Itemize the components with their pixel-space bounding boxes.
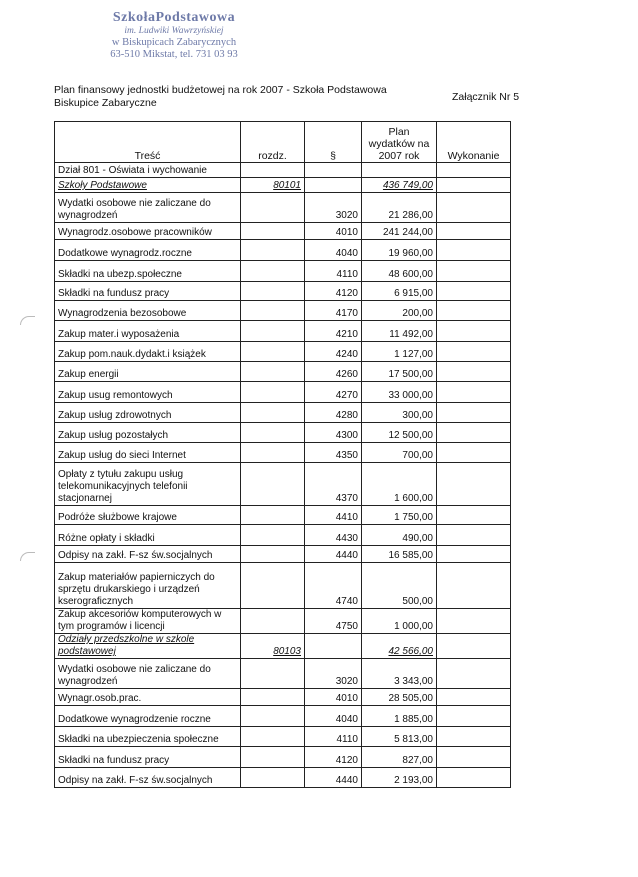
paragraph-cell <box>305 563 362 609</box>
paragraph-cell <box>305 706 362 727</box>
paragraph-text: 4040 <box>335 248 358 259</box>
treść-cell <box>55 240 241 261</box>
plan-cell <box>362 747 437 768</box>
wykonanie-cell <box>437 240 511 261</box>
treść-cell <box>55 546 241 563</box>
rozdz-cell <box>241 563 305 609</box>
table-row <box>55 301 511 321</box>
paragraph-text: 4350 <box>335 450 358 461</box>
plan-cell <box>362 362 437 382</box>
paragraph-cell <box>305 342 362 362</box>
treść-text: Różne opłaty i składki <box>58 533 155 544</box>
rozdz-cell <box>241 525 305 546</box>
treść-text: Zakup usług do sieci Internet <box>58 450 186 461</box>
paragraph-cell <box>305 689 362 706</box>
plan-text: 241 244,00 <box>382 227 433 238</box>
col-header-tresc: Treść <box>55 122 241 163</box>
rozdz-cell <box>241 382 305 403</box>
paragraph-text: 4010 <box>335 693 358 704</box>
plan-text: 500,00 <box>402 596 433 607</box>
plan-cell <box>362 193 437 223</box>
treść-cell <box>55 609 241 634</box>
treść-cell <box>55 689 241 706</box>
rozdz-cell <box>241 362 305 382</box>
treść-cell <box>55 443 241 463</box>
plan-cell <box>362 463 437 506</box>
wykonanie-cell <box>437 609 511 634</box>
plan-text: 300,00 <box>402 410 433 421</box>
treść-cell <box>55 563 241 609</box>
treść-cell <box>55 362 241 382</box>
treść-cell <box>55 747 241 768</box>
treść-cell <box>55 301 241 321</box>
wykonanie-cell <box>437 423 511 443</box>
paragraph-text: 4410 <box>335 512 358 523</box>
plan-cell <box>362 403 437 423</box>
wykonanie-cell <box>437 223 511 240</box>
stamp-line-2: im. Ludwiki Wawrzyńskiej <box>124 26 224 37</box>
paragraph-cell <box>305 546 362 563</box>
plan-cell <box>362 382 437 403</box>
table-row <box>55 506 511 525</box>
paragraph-cell <box>305 659 362 689</box>
paragraph-cell <box>305 240 362 261</box>
col-header-rozdz: rozdz. <box>241 122 305 163</box>
paragraph-text: 4010 <box>335 227 358 238</box>
rozdz-cell <box>241 768 305 788</box>
table-row <box>55 768 511 788</box>
paragraph-cell <box>305 163 362 178</box>
treść-text: Wynagrodz.osobowe pracowników <box>58 227 212 238</box>
treść-text: Dział 801 - Oświata i wychowanie <box>58 165 207 176</box>
plan-cell <box>362 609 437 634</box>
plan-text: 1 000,00 <box>394 621 433 632</box>
wykonanie-cell <box>437 634 511 659</box>
treść-text: Opłaty z tytułu zakupu usług telekomunikacyjnych telefonii stacjonarnej <box>58 469 188 504</box>
treść-text: Zakup usług pozostałych <box>58 430 169 441</box>
plan-text: 12 500,00 <box>388 430 433 441</box>
table-row <box>55 423 511 443</box>
plan-text: 17 500,00 <box>388 369 433 380</box>
table-row <box>55 463 511 506</box>
stamp-line-4: 63-510 Mikstat, tel. 731 03 93 <box>110 49 238 61</box>
wykonanie-cell <box>437 301 511 321</box>
rozdz-cell <box>241 609 305 634</box>
paragraph-cell <box>305 193 362 223</box>
plan-text: 33 000,00 <box>388 390 433 401</box>
plan-cell <box>362 321 437 342</box>
wykonanie-cell <box>437 178 511 193</box>
treść-text: Składki na ubezp.społeczne <box>58 269 182 280</box>
plan-cell <box>362 546 437 563</box>
plan-text: 28 505,00 <box>388 693 433 704</box>
table-row <box>55 609 511 634</box>
treść-cell <box>55 463 241 506</box>
wykonanie-cell <box>437 321 511 342</box>
table-row <box>55 282 511 301</box>
rozdz-cell <box>241 689 305 706</box>
plan-text: 48 600,00 <box>388 269 433 280</box>
plan-cell <box>362 659 437 689</box>
paragraph-text: 4750 <box>335 621 358 632</box>
wykonanie-cell <box>437 768 511 788</box>
treść-text: Odpisy na zakł. F-sz św.socjalnych <box>58 775 213 786</box>
plan-cell <box>362 342 437 362</box>
plan-text: 3 343,00 <box>394 676 433 687</box>
table-row <box>55 546 511 563</box>
treść-cell <box>55 659 241 689</box>
plan-text: 16 585,00 <box>388 550 433 561</box>
wykonanie-cell <box>437 563 511 609</box>
punch-mark <box>20 552 35 561</box>
paragraph-text: 4430 <box>335 533 358 544</box>
table-row <box>55 747 511 768</box>
plan-cell <box>362 423 437 443</box>
paragraph-cell <box>305 609 362 634</box>
wykonanie-cell <box>437 443 511 463</box>
table-row <box>55 240 511 261</box>
plan-cell <box>362 443 437 463</box>
table-row <box>55 563 511 609</box>
wykonanie-cell <box>437 403 511 423</box>
plan-text: 2 193,00 <box>394 775 433 786</box>
rozdz-text: 80103 <box>273 646 301 657</box>
treść-cell <box>55 706 241 727</box>
treść-text: Wydatki osobowe nie zaliczane do wynagrodzeń <box>58 664 211 687</box>
plan-cell <box>362 689 437 706</box>
treść-cell <box>55 525 241 546</box>
treść-cell <box>55 727 241 747</box>
treść-text: Szkoły Podstawowe <box>58 180 147 191</box>
table-row <box>55 193 511 223</box>
plan-text: 6 915,00 <box>394 288 433 299</box>
plan-cell <box>362 727 437 747</box>
plan-cell <box>362 706 437 727</box>
paragraph-text: 4040 <box>335 714 358 725</box>
table-row <box>55 382 511 403</box>
wykonanie-cell <box>437 463 511 506</box>
plan-text: 490,00 <box>402 533 433 544</box>
plan-text: 1 750,00 <box>394 512 433 523</box>
paragraph-cell <box>305 282 362 301</box>
treść-cell <box>55 423 241 443</box>
paragraph-text: 4280 <box>335 410 358 421</box>
table-row <box>55 362 511 382</box>
plan-cell <box>362 261 437 282</box>
wykonanie-cell <box>437 525 511 546</box>
paragraph-text: 4370 <box>335 493 358 504</box>
rozdz-cell <box>241 321 305 342</box>
treść-text: Składki na fundusz pracy <box>58 288 170 299</box>
paragraph-cell <box>305 403 362 423</box>
stamp-line-3: w Biskupicach Zabaryczn​ych <box>111 37 237 49</box>
plan-cell <box>362 634 437 659</box>
paragraph-text: 4440 <box>335 550 358 561</box>
rozdz-cell <box>241 634 305 659</box>
paragraph-cell <box>305 747 362 768</box>
table-row <box>55 706 511 727</box>
col-header-wykonanie: Wykonanie <box>437 122 511 163</box>
treść-cell <box>55 634 241 659</box>
wykonanie-cell <box>437 747 511 768</box>
wykonanie-cell <box>437 362 511 382</box>
treść-text: Składki na fundusz pracy <box>58 755 170 766</box>
treść-text: Wynagrodzenia bezosobowe <box>58 308 187 319</box>
paragraph-cell <box>305 463 362 506</box>
table-row <box>55 727 511 747</box>
rozdz-cell <box>241 261 305 282</box>
treść-text: Wynagr.osob.prac. <box>58 693 142 704</box>
treść-cell <box>55 768 241 788</box>
plan-text: 11 492,00 <box>389 329 433 340</box>
paragraph-cell <box>305 443 362 463</box>
plan-cell <box>362 178 437 193</box>
table-row <box>55 261 511 282</box>
col-header-paragraph: § <box>305 122 362 163</box>
table-row <box>55 525 511 546</box>
wykonanie-cell <box>437 282 511 301</box>
col-header-plan: Plan wydatków na 2007 rok <box>362 122 437 163</box>
treść-text: Zakup usług zdrowotnych <box>58 410 172 421</box>
wykonanie-cell <box>437 659 511 689</box>
wykonanie-cell <box>437 261 511 282</box>
treść-cell <box>55 382 241 403</box>
rozdz-cell <box>241 342 305 362</box>
table-row <box>55 321 511 342</box>
rozdz-cell <box>241 659 305 689</box>
rozdz-cell <box>241 463 305 506</box>
plan-text: 200,00 <box>402 308 433 319</box>
wykonanie-cell <box>437 727 511 747</box>
paragraph-cell <box>305 423 362 443</box>
table-row <box>55 659 511 689</box>
table-row <box>55 689 511 706</box>
rozdz-cell <box>241 403 305 423</box>
plan-cell <box>362 163 437 178</box>
paragraph-text: 4260 <box>335 369 358 380</box>
wykonanie-cell <box>437 342 511 362</box>
paragraph-text: 4120 <box>335 755 358 766</box>
plan-cell <box>362 506 437 525</box>
table-row <box>55 223 511 240</box>
wykonanie-cell <box>437 193 511 223</box>
treść-cell <box>55 261 241 282</box>
rozdz-cell <box>241 223 305 240</box>
rozdz-cell <box>241 240 305 261</box>
budget-table <box>54 121 511 788</box>
paragraph-cell <box>305 525 362 546</box>
plan-cell <box>362 240 437 261</box>
document-title: Plan finansowy jednostki budżetowej na rok 2007 - Szkoła Podstawowa Biskupice Zabaryczne <box>54 84 387 109</box>
paragraph-cell <box>305 768 362 788</box>
wykonanie-cell <box>437 382 511 403</box>
plan-text: 1 127,00 <box>394 349 433 360</box>
paragraph-text: 4740 <box>335 596 358 607</box>
wykonanie-cell <box>437 163 511 178</box>
treść-cell <box>55 321 241 342</box>
treść-cell <box>55 163 241 178</box>
paragraph-cell <box>305 261 362 282</box>
treść-text: Zakup pom.nauk.dydakt.i książek <box>58 349 206 360</box>
treść-cell <box>55 282 241 301</box>
wykonanie-cell <box>437 706 511 727</box>
treść-cell <box>55 193 241 223</box>
paragraph-text: 4440 <box>335 775 358 786</box>
paragraph-cell <box>305 362 362 382</box>
treść-text: Odpisy na zakł. F-sz św.socjalnych <box>58 550 213 561</box>
paragraph-cell <box>305 727 362 747</box>
plan-text: 700,00 <box>402 450 433 461</box>
plan-cell <box>362 301 437 321</box>
rozdz-cell <box>241 163 305 178</box>
paragraph-text: 4170 <box>335 308 358 319</box>
stamp-line-1: SzkołaPodstawowa <box>112 10 236 25</box>
rozdz-cell <box>241 282 305 301</box>
paragraph-text: 4120 <box>335 288 358 299</box>
treść-cell <box>55 403 241 423</box>
paragraph-cell <box>305 634 362 659</box>
treść-text: Zakup energii <box>58 369 119 380</box>
table-row <box>55 443 511 463</box>
treść-text: Zakup mater.i wyposażenia <box>58 329 180 340</box>
plan-cell <box>362 223 437 240</box>
paragraph-cell <box>305 382 362 403</box>
paragraph-text: 4110 <box>336 269 358 280</box>
paragraph-cell <box>305 223 362 240</box>
treść-text: Zakup usug remontowych <box>58 390 173 401</box>
paragraph-text: 4240 <box>335 349 358 360</box>
rozdz-cell <box>241 506 305 525</box>
wykonanie-cell <box>437 506 511 525</box>
treść-text: Dodatkowe wynagrodz.roczne <box>58 248 192 259</box>
treść-cell <box>55 506 241 525</box>
table-row <box>55 403 511 423</box>
rozdz-cell <box>241 747 305 768</box>
treść-text: Wydatki osobowe nie zaliczane do wynagrodzeń <box>58 198 211 221</box>
plan-cell <box>362 768 437 788</box>
treść-text: Podróże służbowe krajowe <box>58 512 177 523</box>
wykonanie-cell <box>437 689 511 706</box>
paragraph-cell <box>305 301 362 321</box>
paragraph-text: 3020 <box>335 210 358 221</box>
treść-cell <box>55 223 241 240</box>
rozdz-text: 80101 <box>273 180 301 191</box>
section-row <box>55 163 511 178</box>
plan-cell <box>362 525 437 546</box>
table-body <box>55 163 511 788</box>
paragraph-text: 3020 <box>335 676 358 687</box>
plan-cell <box>362 563 437 609</box>
paragraph-cell <box>305 506 362 525</box>
paragraph-cell <box>305 178 362 193</box>
rozdz-cell <box>241 443 305 463</box>
treść-text: Odziały przedszkolne w szkole podstawowej <box>58 634 195 657</box>
plan-text: 42 566,00 <box>388 646 433 657</box>
treść-text: Zakup materiałów papierniczych do sprzętu drukarskiego i urządzeń kserograficznych <box>58 572 215 607</box>
plan-text: 5 813,00 <box>394 734 433 745</box>
subsection-row <box>55 634 511 659</box>
rozdz-cell <box>241 706 305 727</box>
subsection-row <box>55 178 511 193</box>
rozdz-cell <box>241 727 305 747</box>
table-row <box>55 342 511 362</box>
rozdz-cell <box>241 301 305 321</box>
treść-text: Dodatkowe wynagrodzenie roczne <box>58 714 211 725</box>
wykonanie-cell <box>437 546 511 563</box>
annex-label: Załącznik Nr 5 <box>452 91 520 103</box>
plan-cell <box>362 282 437 301</box>
table-header-row <box>55 122 511 163</box>
treść-text: Zakup akcesoriów komputerowych w tym programów i licencji <box>58 609 222 632</box>
punch-mark <box>20 316 35 325</box>
plan-text: 827,00 <box>402 755 433 766</box>
treść-cell <box>55 342 241 362</box>
paragraph-text: 4300 <box>335 430 358 441</box>
plan-text: 19 960,00 <box>388 248 433 259</box>
treść-text: Składki na ubezpieczenia społeczne <box>58 734 219 745</box>
paragraph-text: 4210 <box>335 329 358 340</box>
rozdz-cell <box>241 178 305 193</box>
plan-text: 21 286,00 <box>388 210 433 221</box>
school-stamp <box>84 10 264 61</box>
rozdz-cell <box>241 546 305 563</box>
rozdz-cell <box>241 193 305 223</box>
plan-text: 1 885,00 <box>394 714 433 725</box>
paragraph-text: 4270 <box>335 390 358 401</box>
treść-cell <box>55 178 241 193</box>
paragraph-text: 4110 <box>336 734 358 745</box>
plan-text: 436 749,00 <box>382 180 433 191</box>
paragraph-cell <box>305 321 362 342</box>
rozdz-cell <box>241 423 305 443</box>
plan-text: 1 600,00 <box>394 493 433 504</box>
